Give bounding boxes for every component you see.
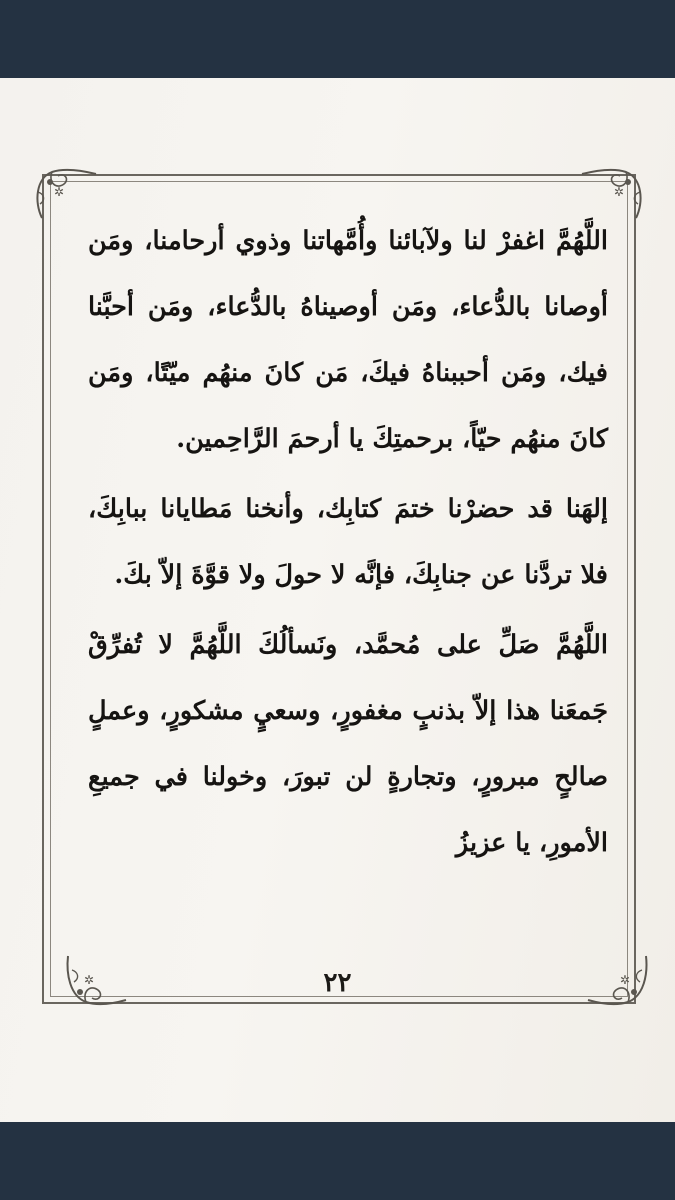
svg-text:✲: ✲	[613, 185, 624, 199]
top-dark-bar	[0, 0, 675, 78]
svg-text:✲: ✲	[54, 185, 65, 199]
book-page	[0, 78, 675, 1122]
paragraph-3: اللَّهُمَّ صَلِّ على مُحمَّد، ونَسألُكَ اللَّهُمَّ لا تُفرِّقْ جَمعَنا هذا إلاّ بذنبٍ مغفورٍ، وسعيٍ مشكورٍ، وعملٍ صالحٍ مبرورٍ، وتجارةٍ لن تبورَ، وخولنا في جميعِ الأمورِ، يا عزيزُ	[88, 630, 608, 858]
paragraph-2: إلهَنا قد حضرْنا ختمَ كتابِك، وأنخنا مَطايانا ببابِكَ، فلا تردَّنا عن جنابِكَ، فإنَّه لا حولَ ولا قوَّةَ إلاّ بكَ.	[88, 494, 608, 590]
prayer-text	[88, 208, 608, 876]
svg-text:✲: ✲	[84, 973, 95, 987]
paragraph-1: اللَّهُمَّ اغفرْ لنا ولآبائنا وأُمَّهاتنا وذوي أرحامنا، ومَن أوصانا بالدُّعاء، ومَن أوصيناهُ بالدُّعاء، ومَن أحبَّنا فيك، ومَن أحببناهُ فيكَ، مَن كانَ منهُم ميّتًا، ومَن كانَ منهُم حيّاً، برحمتِكَ يا أرحمَ الرَّاحِمين.	[88, 226, 608, 454]
page-number: ٢٢	[323, 968, 352, 998]
svg-text:✲: ✲	[619, 973, 630, 987]
bottom-dark-bar	[0, 1122, 675, 1200]
